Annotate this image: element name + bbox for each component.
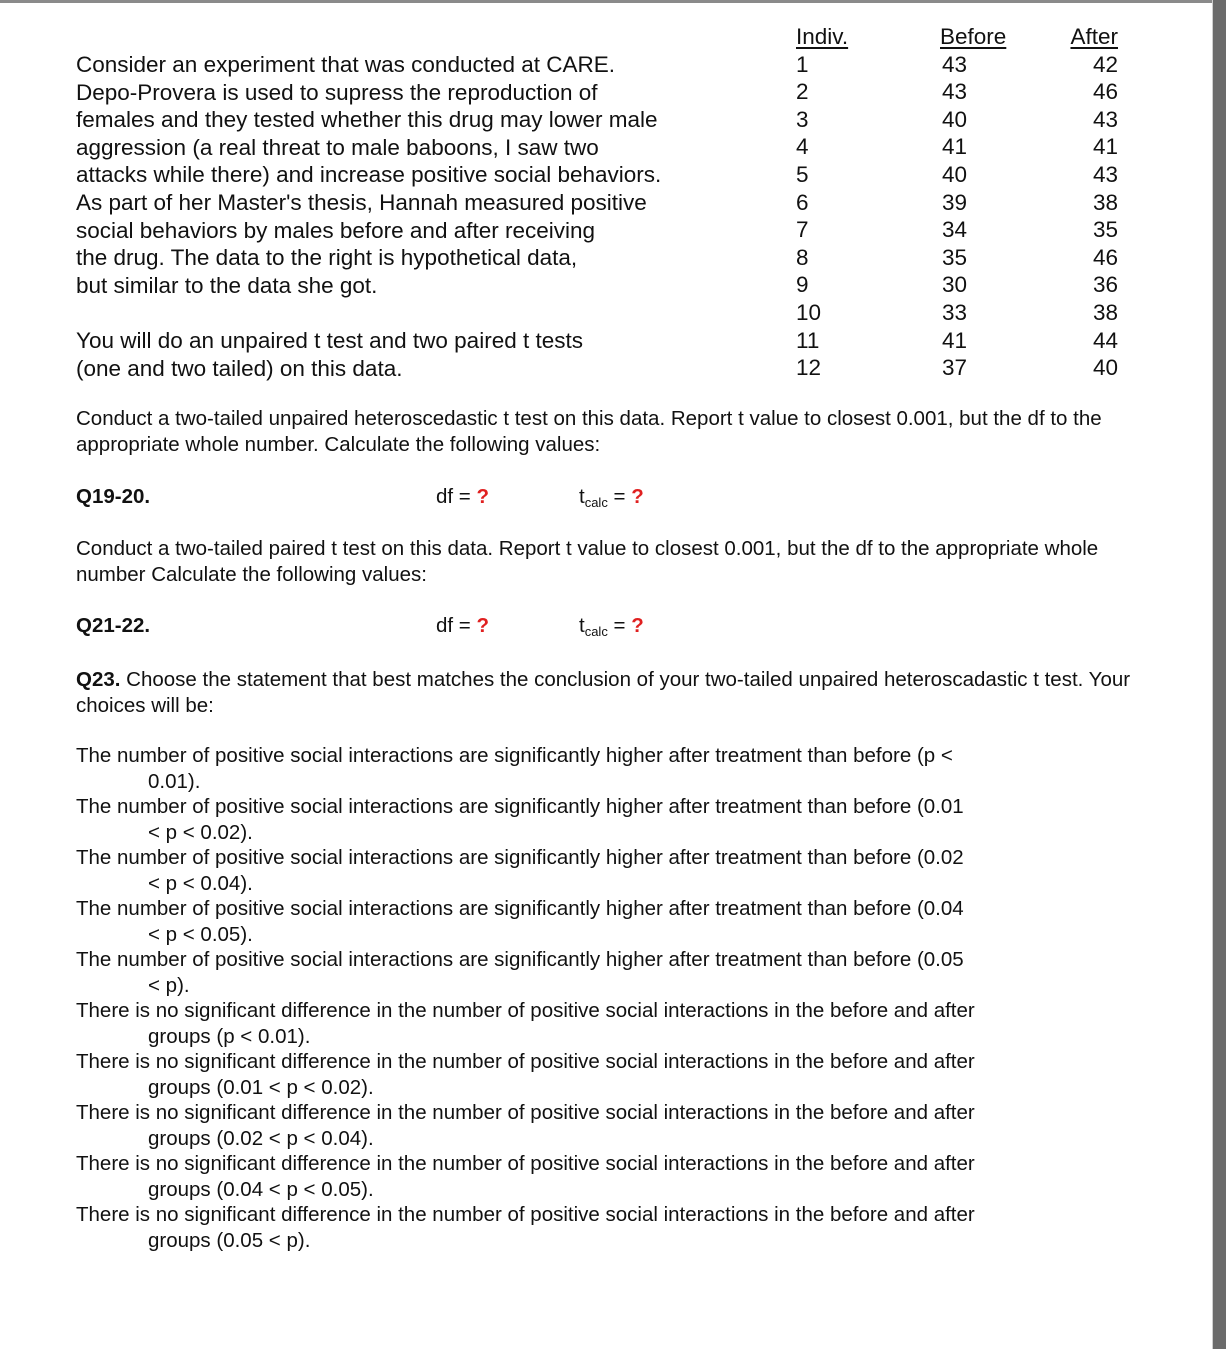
indiv-cell: 4 bbox=[796, 134, 809, 160]
indiv-column bbox=[796, 23, 876, 382]
indiv-cell: 1 bbox=[796, 51, 809, 77]
intro-line: aggression (a real threat to male baboons, I saw two bbox=[76, 134, 599, 160]
task-line: (one and two tailed) on this data. bbox=[76, 355, 403, 381]
indiv-cell: 7 bbox=[796, 217, 809, 243]
choice-item[interactable]: The number of positive social interactions are significantly higher after treatment than before (0.02 < p < 0.04). bbox=[76, 846, 964, 895]
tcalc-answer-placeholder[interactable]: ? bbox=[631, 485, 644, 508]
before-cell: 43 bbox=[941, 79, 967, 105]
q23-label: Q23. bbox=[76, 668, 121, 691]
choice-item[interactable]: There is no significant difference in the number of positive social interactions in the before and after groups (0.04 < p < 0.05). bbox=[76, 1152, 975, 1201]
intro-text bbox=[76, 51, 776, 382]
q19-row bbox=[0, 484, 1226, 510]
after-cell: 43 bbox=[1092, 161, 1118, 187]
df-label: df = bbox=[436, 485, 477, 508]
after-cell: 41 bbox=[1092, 134, 1118, 160]
q21-df bbox=[436, 613, 489, 639]
indiv-cell: 12 bbox=[796, 355, 822, 381]
after-cell: 42 bbox=[1092, 51, 1118, 77]
df-label: df = bbox=[436, 614, 477, 637]
q21-label: Q21-22. bbox=[76, 614, 151, 637]
t-equals: = bbox=[607, 485, 632, 508]
after-column bbox=[1066, 23, 1118, 382]
before-cell: 35 bbox=[941, 244, 967, 270]
indiv-cell: 10 bbox=[796, 299, 822, 325]
intro-line: Depo-Provera is used to supress the reproduction of bbox=[76, 79, 598, 105]
task-line: You will do an unpaired t test and two paired t tests bbox=[76, 327, 583, 353]
before-cell: 30 bbox=[941, 272, 967, 298]
q21-row bbox=[0, 613, 1226, 639]
top-border bbox=[0, 0, 1226, 3]
before-header: Before bbox=[940, 24, 1007, 49]
q19-df bbox=[436, 484, 489, 510]
choice-item[interactable]: The number of positive social interactions are significantly higher after treatment than before (p < 0.01). bbox=[76, 744, 953, 793]
after-cell: 46 bbox=[1092, 79, 1118, 105]
before-cell: 37 bbox=[941, 355, 967, 381]
before-column bbox=[940, 23, 1010, 382]
t-label: t bbox=[579, 485, 585, 508]
before-cell: 40 bbox=[941, 161, 967, 187]
q23-text: Choose the statement that best matches the conclusion of your two-tailed unpaired heteroscadastic t test. Your choices will be: bbox=[76, 668, 1131, 717]
indiv-cell: 6 bbox=[796, 189, 809, 215]
after-cell: 43 bbox=[1092, 106, 1118, 132]
indiv-cell: 9 bbox=[796, 272, 809, 298]
intro-line: As part of her Master's thesis, Hannah measured positive bbox=[76, 189, 647, 215]
before-cell: 39 bbox=[941, 189, 967, 215]
choice-item[interactable]: There is no significant difference in the number of positive social interactions in the before and after groups (0.05 < p). bbox=[76, 1203, 975, 1252]
q21-tcalc bbox=[579, 613, 644, 639]
after-cell: 35 bbox=[1092, 217, 1118, 243]
after-header: After bbox=[1070, 24, 1118, 49]
indiv-cell: 2 bbox=[796, 79, 809, 105]
choice-item[interactable]: The number of positive social interactions are significantly higher after treatment than before (0.01 < p < 0.02). bbox=[76, 795, 964, 844]
q19-instructions: Conduct a two-tailed unpaired heteroscedastic t test on this data. Report t value to closest 0.001, but the df to the appropriate whole number. Calculate the following values: bbox=[76, 407, 1102, 456]
tcalc-answer-placeholder[interactable]: ? bbox=[631, 614, 644, 637]
before-cell: 33 bbox=[941, 299, 967, 325]
t-equals: = bbox=[607, 614, 632, 637]
after-cell: 36 bbox=[1092, 272, 1118, 298]
choice-item[interactable]: The number of positive social interactions are significantly higher after treatment than before (0.05 < p). bbox=[76, 948, 964, 997]
intro-line: Consider an experiment that was conducted at CARE. bbox=[76, 52, 616, 77]
df-answer-placeholder[interactable]: ? bbox=[476, 485, 489, 508]
after-cell: 46 bbox=[1092, 244, 1118, 270]
q21-instructions: Conduct a two-tailed paired t test on this data. Report t value to closest 0.001, but the df to the appropriate whole number Calculate the following values: bbox=[76, 537, 1099, 586]
before-cell: 41 bbox=[941, 327, 967, 353]
intro-line: but similar to the data she got. bbox=[76, 272, 378, 298]
intro-line: the drug. The data to the right is hypothetical data, bbox=[76, 245, 578, 271]
indiv-cell: 3 bbox=[796, 106, 809, 132]
indiv-cell: 8 bbox=[796, 244, 809, 270]
intro-line: attacks while there) and increase positive social behaviors. bbox=[76, 162, 662, 188]
choice-item[interactable]: There is no significant difference in the number of positive social interactions in the before and after groups (p < 0.01). bbox=[76, 999, 975, 1048]
t-subscript: calc bbox=[584, 624, 608, 639]
after-cell: 44 bbox=[1092, 327, 1118, 353]
q19-label: Q19-20. bbox=[76, 485, 151, 508]
before-cell: 43 bbox=[941, 51, 967, 77]
before-cell: 40 bbox=[941, 106, 967, 132]
after-cell: 40 bbox=[1092, 355, 1118, 381]
df-answer-placeholder[interactable]: ? bbox=[476, 614, 489, 637]
choice-item[interactable]: The number of positive social interactions are significantly higher after treatment than before (0.04 < p < 0.05). bbox=[76, 897, 964, 946]
scrollbar-track[interactable] bbox=[1213, 0, 1226, 1349]
q19-tcalc bbox=[579, 484, 644, 510]
t-subscript: calc bbox=[584, 495, 608, 510]
q23-question bbox=[76, 667, 1136, 719]
indiv-cell: 11 bbox=[796, 327, 820, 353]
t-label: t bbox=[579, 614, 585, 637]
before-cell: 34 bbox=[941, 217, 967, 243]
after-cell: 38 bbox=[1092, 299, 1118, 325]
indiv-cell: 5 bbox=[796, 161, 809, 187]
intro-line: females and they tested whether this drug may lower male bbox=[76, 107, 658, 133]
indiv-header: Indiv. bbox=[796, 24, 849, 49]
choice-item[interactable]: There is no significant difference in the number of positive social interactions in the before and after groups (0.01 < p < 0.02). bbox=[76, 1050, 975, 1099]
q23-choices bbox=[76, 743, 976, 1253]
choice-item[interactable]: There is no significant difference in the number of positive social interactions in the before and after groups (0.02 < p < 0.04). bbox=[76, 1101, 975, 1150]
before-cell: 41 bbox=[941, 134, 967, 160]
after-cell: 38 bbox=[1092, 189, 1118, 215]
intro-line: social behaviors by males before and after receiving bbox=[76, 217, 596, 243]
